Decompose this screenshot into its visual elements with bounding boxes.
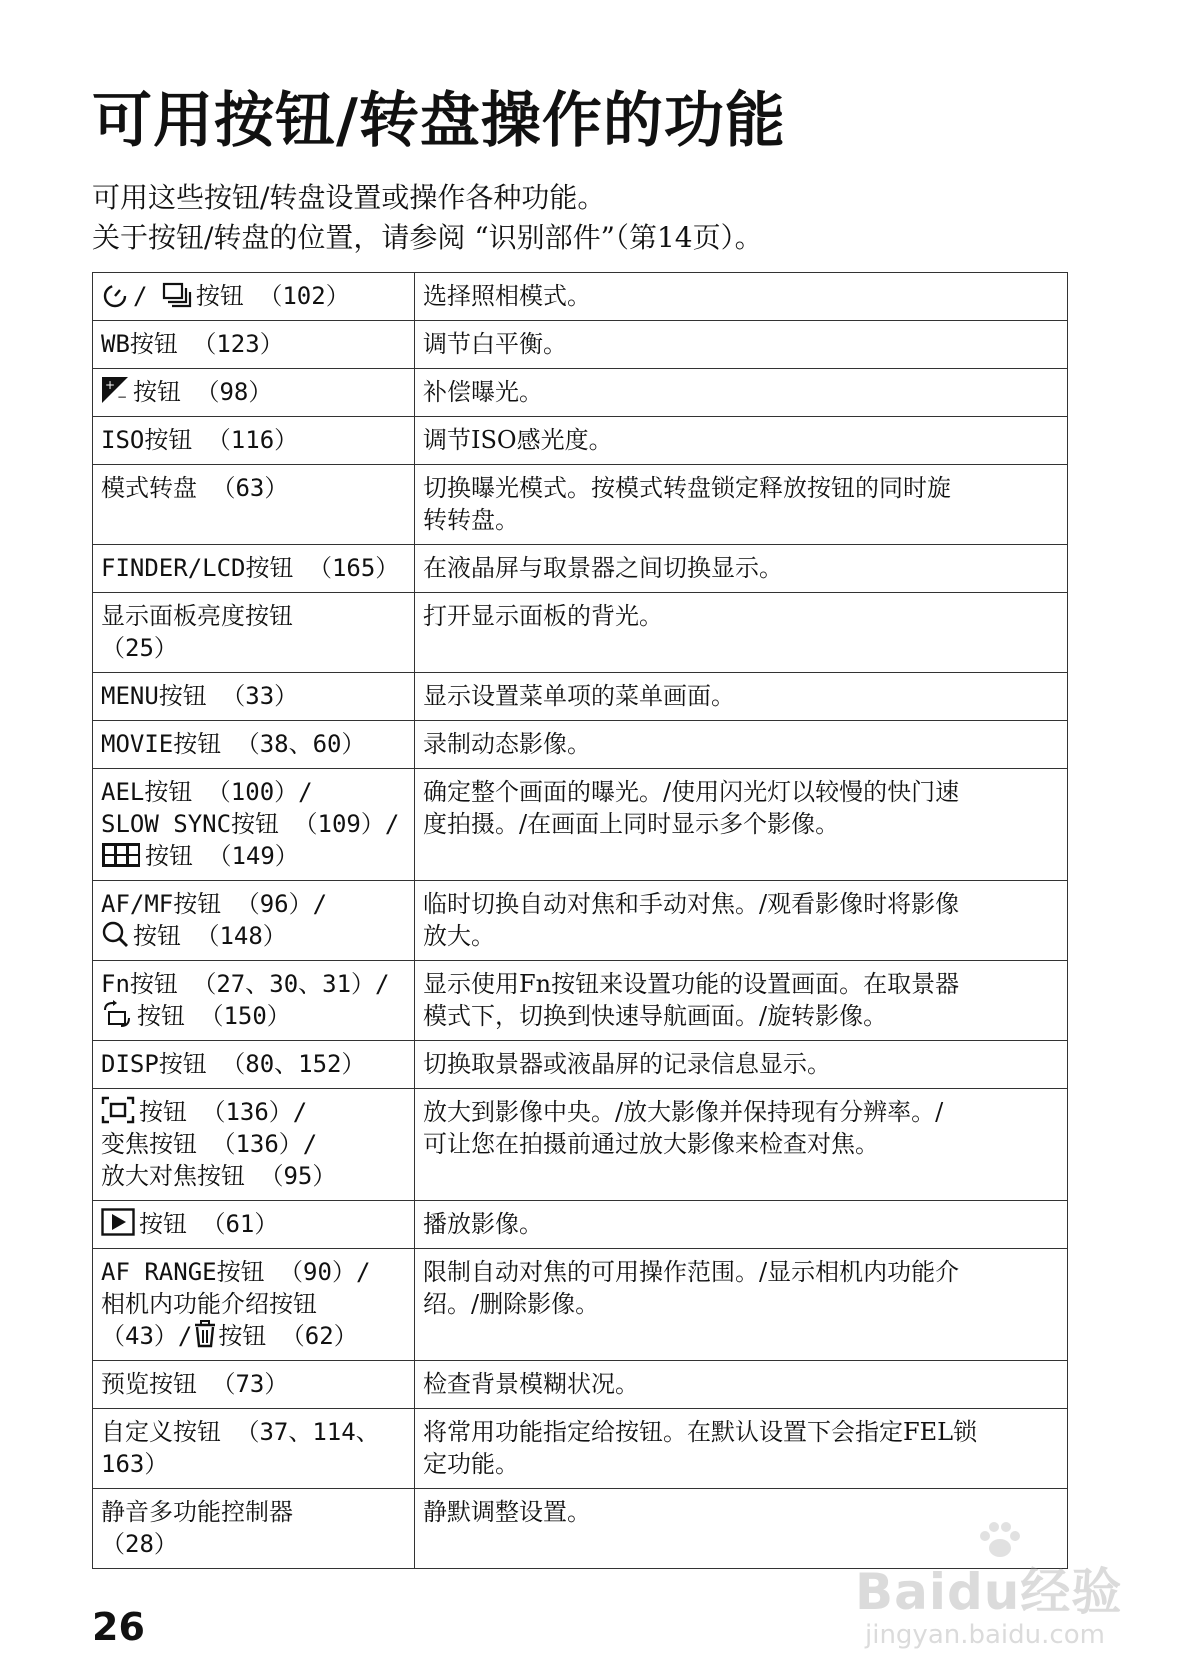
button-label: 放大对焦按钮 （95） (101, 1162, 337, 1190)
table-row (93, 1249, 1068, 1361)
button-label: SLOW SYNC按钮 （109）/ (101, 810, 400, 838)
button-label: （28） (101, 1530, 178, 1558)
button-label: 按钮 （149） (145, 842, 299, 870)
button-label: FINDER/LCD按钮 （165） (101, 554, 400, 582)
description-cell (415, 1089, 1068, 1201)
button-label: ISO按钮 （116） (101, 426, 299, 454)
button-label: 按钮 （148） (133, 922, 287, 950)
trash-icon (192, 1320, 218, 1348)
description-text: 录制动态影像。 (423, 730, 591, 758)
description-cell (415, 961, 1068, 1041)
self-timer-icon (101, 282, 129, 308)
description-text: 切换取景器或液晶屏的记录信息显示。 (423, 1050, 831, 1078)
button-label: 按钮 （61） (139, 1210, 279, 1238)
button-cell (93, 273, 415, 321)
description-text: 显示设置菜单项的菜单画面。 (423, 682, 735, 710)
description-text: 将常用功能指定给按钮。在默认设置下会指定FEL锁 (423, 1418, 978, 1446)
button-label: （25） (101, 634, 178, 662)
description-text: 模式下，切换到快速导航画面。/旋转影像。 (423, 1002, 888, 1030)
rotate-icon (101, 1000, 133, 1028)
table-row (93, 465, 1068, 545)
button-label: 相机内功能介绍按钮 (101, 1290, 317, 1318)
button-cell (93, 769, 415, 881)
button-label: 显示面板亮度按钮 (101, 602, 293, 630)
button-label: 163） (101, 1450, 169, 1478)
button-label: 按钮 （98） (133, 378, 273, 406)
button-cell: AF RANGE按钮 （90）/ 相机内功能介绍按钮 （43）/ 按钮 （62） (93, 1249, 415, 1361)
button-cell (93, 721, 415, 769)
exposure-compensation-icon (101, 376, 129, 404)
button-label: MENU按钮 （33） (101, 682, 299, 710)
button-cell (93, 545, 415, 593)
svg-text:+: + (105, 378, 116, 392)
baidu-watermark (855, 1520, 1135, 1650)
description-cell (415, 417, 1068, 465)
description-text: 转转盘。 (423, 506, 519, 534)
table-row (93, 273, 1068, 321)
svg-text:−: − (117, 390, 128, 404)
table-row (93, 417, 1068, 465)
table-row (93, 961, 1068, 1041)
table-row (93, 769, 1068, 881)
page-title: 可用按钮/转盘操作的功能 (92, 86, 786, 156)
description-cell (415, 321, 1068, 369)
button-label: 自定义按钮 （37、114、 (101, 1418, 380, 1446)
table-row (93, 881, 1068, 961)
button-label: DISP按钮 （80、152） (101, 1050, 366, 1078)
button-label: MOVIE按钮 （38、60） (101, 730, 366, 758)
description-cell (415, 1041, 1068, 1089)
button-label: / 按钮 （102） (133, 282, 350, 310)
table-row (93, 1361, 1068, 1409)
description-text: 定功能。 (423, 1450, 519, 1478)
drive-mode-icon (162, 282, 192, 308)
description-cell (415, 1201, 1068, 1249)
description-text: 切换曝光模式。按模式转盘锁定释放按钮的同时旋 (423, 474, 951, 502)
description-text: 度拍摄。/在画面上同时显示多个影像。 (423, 810, 840, 838)
description-cell (415, 1361, 1068, 1409)
button-label: 模式转盘 （63） (101, 474, 289, 502)
button-label: WB按钮 （123） (101, 330, 284, 358)
description-cell (415, 769, 1068, 881)
button-cell (93, 961, 415, 1041)
watermark-url: jingyan.baidu.com (865, 1620, 1105, 1650)
table-row (93, 721, 1068, 769)
description-cell (415, 593, 1068, 673)
description-text: 放大到影像中央。/放大影像并保持现有分辨率。/ (423, 1098, 944, 1126)
description-text: 可让您在拍摄前通过放大影像来检查对焦。 (423, 1130, 879, 1158)
description-text: 限制自动对焦的可用操作范围。/显示相机内功能介 (423, 1258, 960, 1286)
button-label: AF/MF按钮 （96）/ (101, 890, 328, 918)
description-cell (415, 881, 1068, 961)
button-cell (93, 1409, 415, 1489)
description-text: 在液晶屏与取景器之间切换显示。 (423, 554, 783, 582)
description-cell (415, 1249, 1068, 1361)
description-text: 播放影像。 (423, 1210, 543, 1238)
description-text: 确定整个画面的曝光。/使用闪光灯以较慢的快门速 (423, 778, 960, 806)
description-text: 临时切换自动对焦和手动对焦。/观看影像时将影像 (423, 890, 960, 918)
button-cell (93, 1201, 415, 1249)
description-text: 静默调整设置。 (423, 1498, 591, 1526)
table-row (93, 1409, 1068, 1489)
table-row (93, 1201, 1068, 1249)
smart-zoom-icon (101, 1096, 135, 1124)
table-row (93, 545, 1068, 593)
index-icon (101, 842, 141, 868)
button-label: 按钮 （62） (218, 1322, 358, 1350)
button-label: Fn按钮 （27、30、31）/ (101, 970, 390, 998)
button-cell (93, 465, 415, 545)
button-cell (93, 881, 415, 961)
button-label: AEL按钮 （100）/ (101, 778, 313, 806)
playback-icon (101, 1208, 135, 1236)
button-cell (93, 1041, 415, 1089)
button-cell (93, 673, 415, 721)
button-label: 变焦按钮 （136）/ (101, 1130, 318, 1158)
page-number: 26 (92, 1605, 145, 1649)
description-text: 显示使用Fn按钮来设置功能的设置画面。在取景器 (423, 970, 960, 998)
description-cell (415, 1409, 1068, 1489)
intro-line-1: 可用这些按钮/转盘设置或操作各种功能。 (92, 181, 606, 214)
description-cell (415, 369, 1068, 417)
table-row (93, 593, 1068, 673)
description-text: 检查背景模糊状况。 (423, 1370, 639, 1398)
button-label: 按钮 （136）/ (139, 1098, 308, 1126)
button-cell (93, 1089, 415, 1201)
table-row (93, 369, 1068, 417)
button-cell (93, 593, 415, 673)
description-text: 绍。/删除影像。 (423, 1290, 600, 1318)
description-cell (415, 273, 1068, 321)
description-text: 打开显示面板的背光。 (423, 602, 663, 630)
description-cell (415, 465, 1068, 545)
button-cell (93, 321, 415, 369)
description-text: 选择照相模式。 (423, 282, 591, 310)
description-text: 调节ISO感光度。 (423, 426, 613, 454)
description-cell (415, 721, 1068, 769)
button-function-table (92, 272, 1068, 1569)
button-cell (93, 417, 415, 465)
description-text: 放大。 (423, 922, 495, 950)
table-row (93, 321, 1068, 369)
button-cell (93, 1489, 415, 1569)
description-text: 补偿曝光。 (423, 378, 543, 406)
description-cell (415, 545, 1068, 593)
description-text: 调节白平衡。 (423, 330, 567, 358)
button-label: 按钮 （150） (137, 1002, 291, 1030)
magnify-icon (101, 920, 129, 948)
button-label: AF RANGE按钮 （90）/ (101, 1258, 371, 1286)
intro-text (92, 178, 763, 258)
button-label: 预览按钮 （73） (101, 1370, 289, 1398)
table-row (93, 673, 1068, 721)
table-row (93, 1089, 1068, 1201)
button-cell (93, 1361, 415, 1409)
watermark-logo: Baidu经验 (855, 1563, 1123, 1621)
table-row (93, 1041, 1068, 1089)
intro-line-2: 关于按钮/转盘的位置，请参阅 “识别部件”（第14页）。 (92, 221, 763, 254)
button-cell (93, 369, 415, 417)
button-label: 静音多功能控制器 (101, 1498, 293, 1526)
description-cell (415, 673, 1068, 721)
